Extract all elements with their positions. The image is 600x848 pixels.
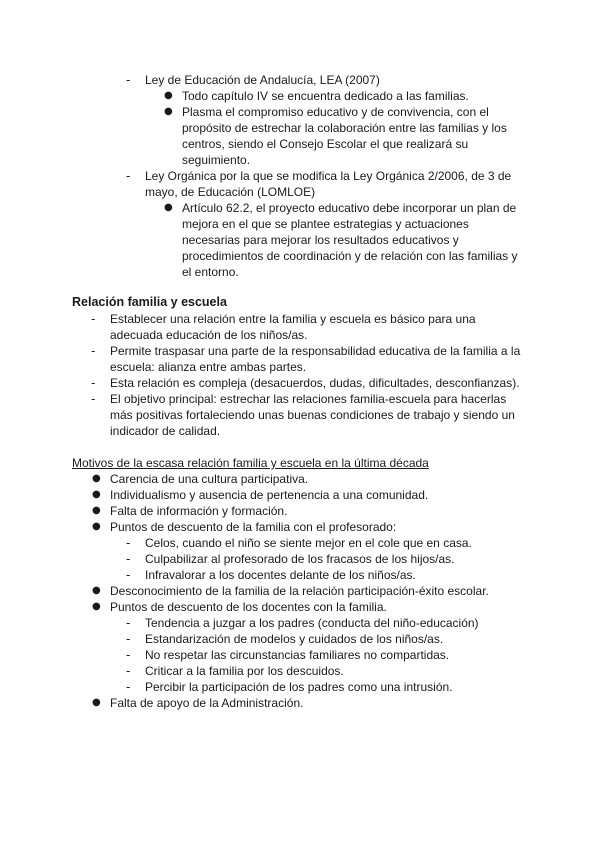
sub-list-item-text: Infravalorar a los docentes delante de los niños/as.	[145, 568, 416, 582]
dash-marker: -	[126, 568, 131, 582]
dash-marker: -	[91, 344, 96, 358]
sub-list-item-text: Celos, cuando el niño se siente mejor en el cole que en casa.	[145, 536, 472, 550]
bullet-marker: ●	[92, 473, 101, 484]
sub-list-item	[126, 663, 525, 679]
bullet-marker: ●	[92, 521, 101, 532]
section-subheading: Motivos de la escasa relación familia y escuela en la última década	[72, 456, 429, 470]
dash-marker: -	[126, 552, 131, 566]
sub-list-item	[126, 679, 525, 695]
list-item-text: Ley de Educación de Andalucía, LEA (2007)	[145, 73, 380, 87]
bullet-marker: ●	[92, 489, 101, 500]
dash-marker: -	[126, 616, 131, 630]
sub-list-item	[164, 104, 522, 168]
bullet-marker: ●	[92, 697, 101, 708]
list-item-text: Puntos de descuento de los docentes con la familia.	[110, 600, 387, 614]
bullet-marker: ●	[92, 505, 101, 516]
sub-list-item	[126, 551, 525, 567]
list-item-text: Esta relación es compleja (desacuerdos, dudas, dificultades, desconfianzas).	[110, 376, 520, 390]
bullet-marker: ●	[92, 585, 101, 596]
dash-marker: -	[126, 664, 131, 678]
sub-list-item-text: No respetar las circunstancias familiares no compartidas.	[145, 648, 450, 662]
bullet-marker: ●	[164, 106, 173, 117]
dash-marker: -	[126, 73, 131, 87]
sub-list-item	[126, 535, 525, 551]
list-item-lomloe	[126, 168, 523, 200]
dash-marker: -	[91, 392, 96, 406]
list-item	[91, 375, 530, 391]
list-item	[91, 343, 528, 375]
bullet-marker: ●	[164, 202, 173, 213]
sub-list-item-text: Estandarización de modelos y cuidados de los niños/as.	[145, 632, 444, 646]
list-item-text: Falta de apoyo de la Administración.	[110, 696, 304, 710]
dash-marker: -	[126, 632, 131, 646]
dash-marker: -	[126, 680, 131, 694]
list-item-text: Carencia de una cultura participativa.	[110, 472, 309, 486]
dash-marker: -	[91, 312, 96, 326]
list-item-text: Individualismo y ausencia de pertenencia a una comunidad.	[110, 488, 429, 502]
sub-list-item-text: Artículo 62.2, el proyecto educativo debe incorporar un plan de mejora en el que se plantee estrategias y actuaciones necesarias para mejorar los resultados educativos y procedimientos de coordinación y de relación con las familias y el entorno.	[182, 201, 518, 279]
sub-list-item	[126, 647, 525, 663]
list-item	[91, 311, 522, 343]
dash-marker: -	[126, 648, 131, 662]
list-item-text: Permite traspasar una parte de la responsabilidad educativa de la familia a la escuela: alianza entre ambas partes.	[110, 344, 521, 374]
list-item-text: Falta de información y formación.	[110, 504, 288, 518]
sub-list-item-text: Plasma el compromiso educativo y de convivencia, con el propósito de estrechar la colaboración entre las familias y los centros, siendo el Consejo Escolar el que realizará su seguimiento.	[182, 105, 507, 167]
dash-marker: -	[126, 536, 131, 550]
sub-list-item-text: Culpabilizar al profesorado de los fracasos de los hijos/as.	[145, 552, 455, 566]
sub-list-item-text: Tendencia a juzgar a los padres (conducta del niño-educación)	[145, 616, 479, 630]
sub-list-item-text: Todo capítulo IV se encuentra dedicado a las familias.	[182, 89, 469, 103]
sub-list-item-text: Criticar a la familia por los descuidos.	[145, 664, 344, 678]
list-item-text: Establecer una relación entre la familia y escuela es básico para una adecuada educación de los niños/as.	[110, 312, 476, 342]
list-item-lea	[126, 72, 515, 88]
list-item-text: Puntos de descuento de la familia con el profesorado:	[110, 520, 397, 534]
list-item	[92, 471, 530, 487]
sub-list-item	[164, 200, 524, 280]
sub-list-item	[164, 88, 522, 104]
dash-marker: -	[91, 376, 96, 390]
bullet-marker: ●	[164, 90, 173, 101]
sub-list-item	[126, 615, 525, 631]
sub-list-item	[126, 567, 525, 583]
list-item	[92, 487, 530, 503]
list-item-text: Ley Orgánica por la que se modifica la Ley Orgánica 2/2006, de 3 de mayo, de Educación (LOMLOE)	[145, 169, 512, 199]
list-item	[92, 519, 530, 535]
list-item	[91, 391, 515, 439]
dash-marker: -	[126, 169, 131, 183]
list-item	[92, 583, 530, 599]
sub-list-item-text: Percibir la participación de los padres como una intrusión.	[145, 680, 453, 694]
list-item	[92, 599, 530, 615]
list-item-text: El objetivo principal: estrechar las relaciones familia-escuela para hacerlas más positivas fortaleciendo unas buenas condiciones de trabajo y siendo un indicador de calidad.	[110, 392, 515, 438]
sub-list-item	[126, 631, 525, 647]
list-item	[92, 695, 530, 711]
list-item	[92, 503, 530, 519]
list-item-text: Desconocimiento de la familia de la relación participación-éxito escolar.	[110, 584, 489, 598]
section-heading: Relación familia y escuela	[72, 295, 227, 309]
bullet-marker: ●	[92, 601, 101, 612]
